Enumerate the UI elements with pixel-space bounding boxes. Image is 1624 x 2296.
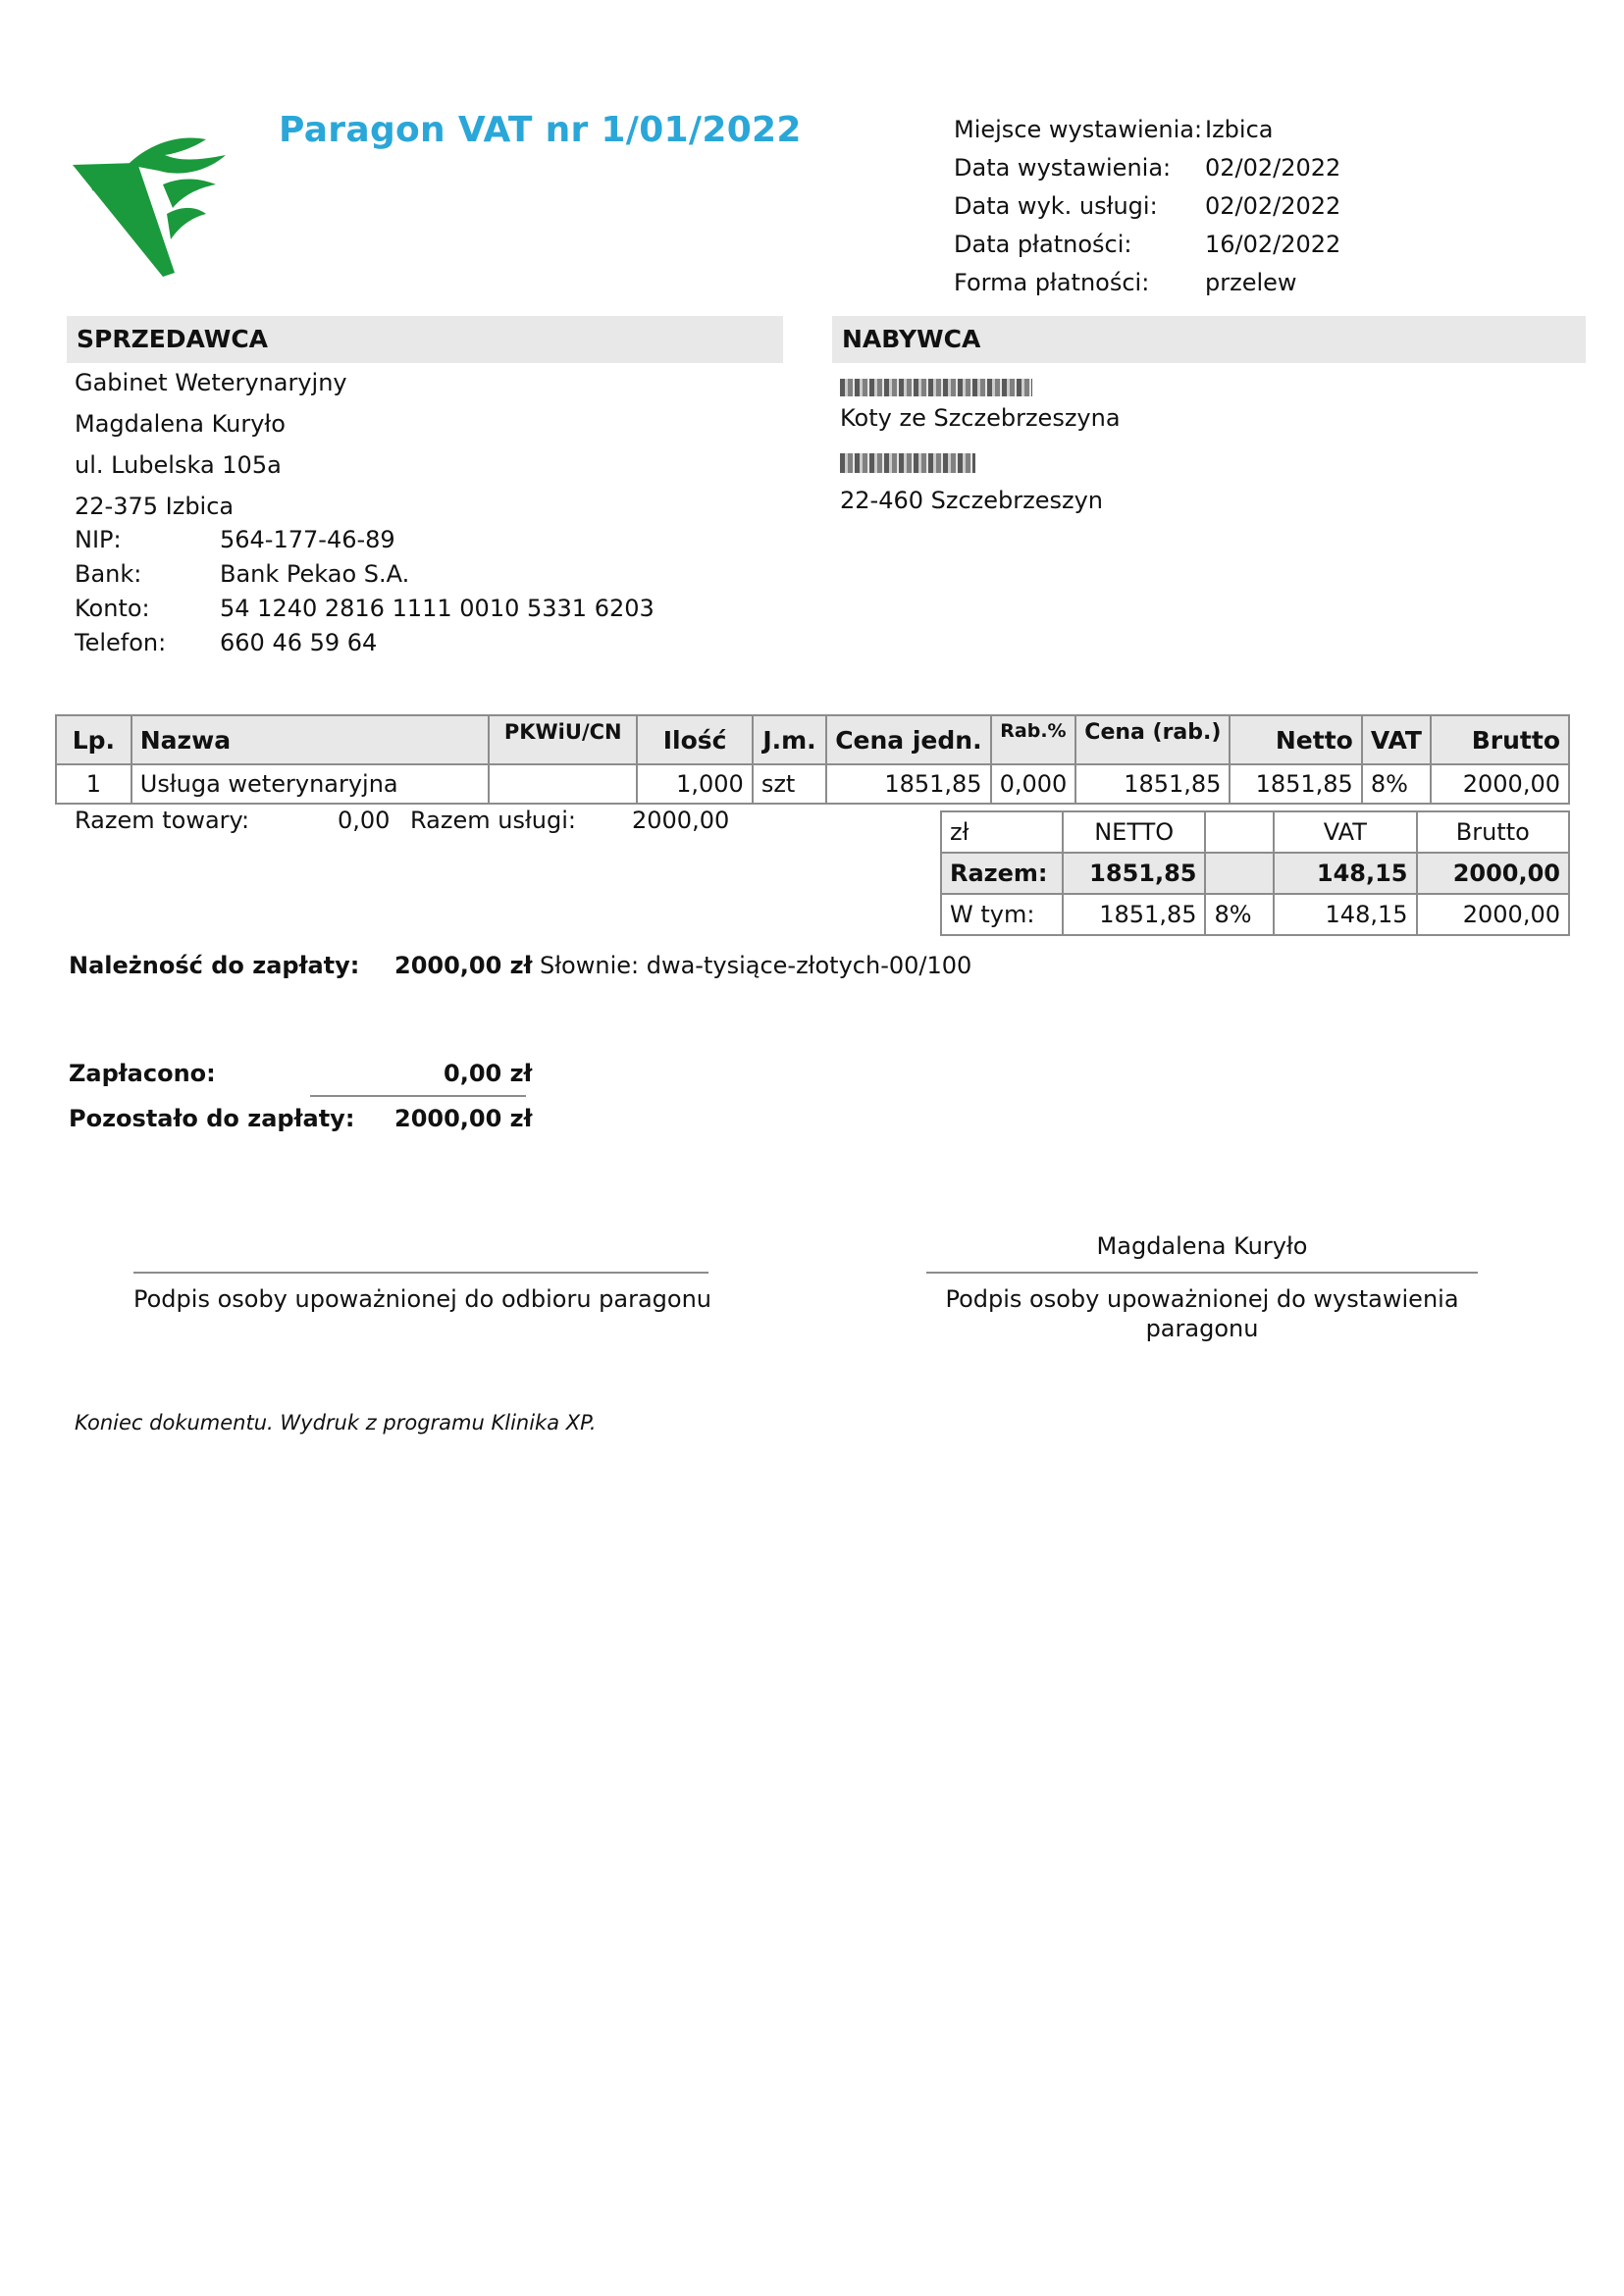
summary-total-label: Razem:	[941, 853, 1063, 894]
cell-gross: 2000,00	[1431, 764, 1569, 804]
meta-label-service-date: Data wyk. usługi:	[954, 192, 1158, 220]
seller-bank-value: Bank Pekao S.A.	[220, 560, 410, 588]
summary-total-row	[941, 853, 1569, 894]
summary-col-rate	[1205, 811, 1274, 853]
col-header-lp: Lp.	[56, 715, 131, 764]
seller-city: 22-375 Izbica	[75, 493, 235, 520]
summary-total-vat: 148,15	[1274, 853, 1416, 894]
cell-price-discounted: 1851,85	[1075, 764, 1230, 804]
buyer-street-redacted	[840, 453, 975, 473]
paid-underline	[310, 1095, 526, 1097]
summary-of-which-vat: 148,15	[1274, 894, 1416, 935]
remaining-label: Pozostało do zapłaty:	[69, 1105, 355, 1132]
seller-bank-label: Bank:	[75, 560, 142, 588]
col-header-name: Nazwa	[131, 715, 489, 764]
meta-label-payment-method: Forma płatności:	[954, 269, 1150, 296]
meta-label-payment-date: Data płatności:	[954, 231, 1132, 258]
summary-currency: zł	[941, 811, 1063, 853]
summary-of-which-label: W tym:	[941, 894, 1063, 935]
cell-unit: szt	[753, 764, 826, 804]
cell-net: 1851,85	[1230, 764, 1361, 804]
seller-nip-value: 564-177-46-89	[220, 526, 395, 553]
services-total-label: Razem usługi:	[410, 807, 576, 834]
col-header-vat: VAT	[1362, 715, 1431, 764]
document-title: Paragon VAT nr 1/01/2022	[279, 110, 802, 150]
summary-col-net: NETTO	[1063, 811, 1206, 853]
buyer-line-4: 22-460 Szczebrzeszyn	[840, 487, 1104, 514]
summary-total-rate	[1205, 853, 1274, 894]
col-header-gross: Brutto	[1431, 715, 1569, 764]
remaining-value: 2000,00 zł	[394, 1105, 533, 1132]
paid-value: 0,00 zł	[444, 1060, 533, 1087]
paid-label: Zapłacono:	[69, 1060, 216, 1087]
seller-phone-value: 660 46 59 64	[220, 629, 378, 656]
col-header-discount: Rab.%	[991, 715, 1076, 764]
buyer-line-2: Koty ze Szczebrzeszyna	[840, 404, 1121, 432]
meta-value-payment-date: 16/02/2022	[1205, 231, 1341, 258]
cell-lp: 1	[56, 764, 131, 804]
services-total-value: 2000,00	[632, 807, 730, 834]
seller-account-label: Konto:	[75, 595, 150, 622]
col-header-unit: J.m.	[753, 715, 826, 764]
seller-block	[75, 369, 655, 663]
goods-total-value: 0,00	[338, 807, 391, 834]
amount-due-value: 2000,00 zł	[394, 952, 533, 979]
summary-header-row	[941, 811, 1569, 853]
col-header-price-discounted: Cena (rab.)	[1075, 715, 1230, 764]
amount-due-label: Należność do zapłaty:	[69, 952, 360, 979]
meta-value-payment-method: przelew	[1205, 269, 1297, 296]
issuer-signature-line	[926, 1272, 1478, 1274]
seller-nip-label: NIP:	[75, 526, 122, 553]
col-header-price: Cena jedn.	[826, 715, 990, 764]
summary-total-gross: 2000,00	[1417, 853, 1569, 894]
issuer-signature-caption-1: Podpis osoby upoważnionej do wystawienia	[945, 1285, 1459, 1313]
table-row	[56, 764, 1569, 804]
meta-block	[954, 116, 1341, 307]
summary-of-which-gross: 2000,00	[1417, 894, 1569, 935]
company-logo	[69, 126, 245, 283]
buyer-heading: NABYWCA	[832, 316, 1586, 363]
receiver-signature-caption: Podpis osoby upoważnionej do odbioru paragonu	[133, 1285, 712, 1313]
seller-owner: Magdalena Kuryło	[75, 410, 286, 438]
items-header-row	[56, 715, 1569, 764]
col-header-pkwiu: PKWiU/CN	[489, 715, 637, 764]
vat-summary-table	[940, 810, 1570, 936]
issuer-name: Magdalena Kuryło	[1096, 1232, 1308, 1260]
cell-name: Usługa weterynaryjna	[131, 764, 489, 804]
meta-value-place: Izbica	[1205, 116, 1274, 143]
cell-vat: 8%	[1362, 764, 1431, 804]
col-header-net: Netto	[1230, 715, 1361, 764]
meta-label-issue-date: Data wystawienia:	[954, 154, 1172, 182]
issuer-signature-caption-2: paragonu	[1145, 1315, 1259, 1342]
seller-name: Gabinet Weterynaryjny	[75, 369, 347, 396]
goods-total-label: Razem towary:	[75, 807, 250, 834]
summary-total-net: 1851,85	[1063, 853, 1206, 894]
meta-value-issue-date: 02/02/2022	[1205, 154, 1341, 182]
receiver-signature-line	[133, 1272, 708, 1274]
summary-breakdown-row	[941, 894, 1569, 935]
summary-of-which-net: 1851,85	[1063, 894, 1206, 935]
summary-of-which-rate: 8%	[1205, 894, 1274, 935]
summary-col-vat: VAT	[1274, 811, 1416, 853]
col-header-qty: Ilość	[637, 715, 753, 764]
meta-value-service-date: 02/02/2022	[1205, 192, 1341, 220]
summary-col-gross: Brutto	[1417, 811, 1569, 853]
seller-phone-label: Telefon:	[75, 629, 167, 656]
document-footer-note: Koniec dokumentu. Wydruk z programu Klinika XP.	[75, 1411, 597, 1435]
items-table	[55, 714, 1570, 805]
cell-discount: 0,000	[991, 764, 1076, 804]
amount-in-words: Słownie: dwa-tysiące-złotych-00/100	[540, 952, 972, 979]
seller-heading: SPRZEDAWCA	[67, 316, 783, 363]
cell-qty: 1,000	[637, 764, 753, 804]
seller-street: ul. Lubelska 105a	[75, 451, 282, 479]
cell-price: 1851,85	[826, 764, 990, 804]
seller-account-value: 54 1240 2816 1111 0010 5331 6203	[220, 595, 655, 622]
buyer-name-redacted	[840, 379, 1032, 396]
meta-label-place: Miejsce wystawienia:	[954, 116, 1203, 143]
cell-pkwiu	[489, 764, 637, 804]
